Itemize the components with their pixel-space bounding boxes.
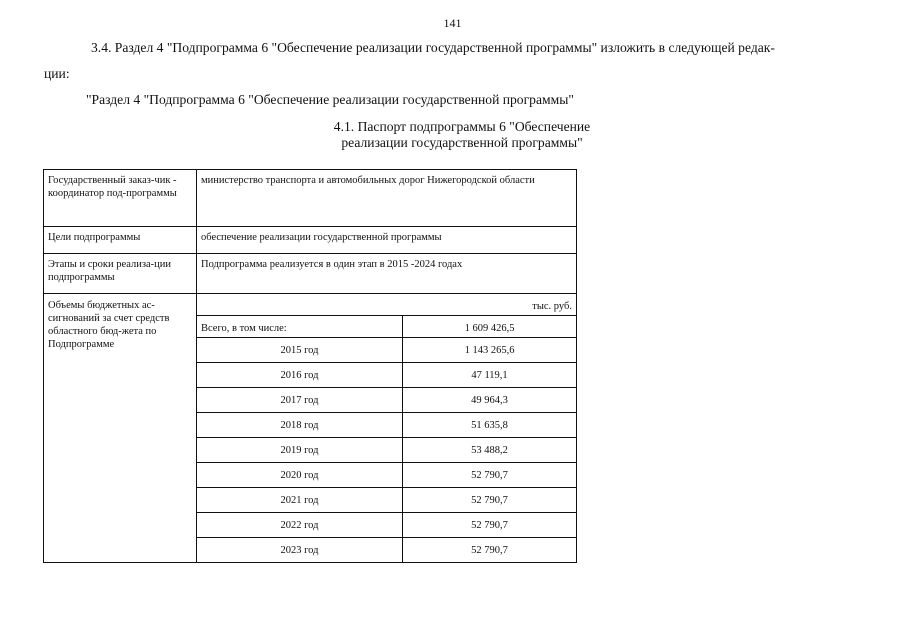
- goals-value: обеспечение реализации государственной программы: [197, 227, 577, 254]
- stages-label: Этапы и сроки реализа-ции подпрограммы: [44, 254, 197, 294]
- amount-cell: 53 488,2: [403, 438, 577, 463]
- goals-label: Цели подпрограммы: [44, 227, 197, 254]
- year-cell: 2017 год: [197, 388, 403, 413]
- amount-cell: 49 964,3: [403, 388, 577, 413]
- units-label: тыс. руб.: [197, 294, 577, 316]
- total-label: Всего, в том числе:: [197, 316, 403, 338]
- year-cell: 2021 год: [197, 488, 403, 513]
- table-row: [44, 294, 577, 316]
- year-cell: 2016 год: [197, 363, 403, 388]
- stages-value: Подпрограмма реализуется в один этап в 2015 -2024 годах: [197, 254, 577, 294]
- passport-heading-line-1: 4.1. Паспорт подпрограммы 6 "Обеспечение: [333, 119, 591, 134]
- passport-table: [43, 169, 577, 563]
- year-cell: 2022 год: [197, 513, 403, 538]
- customer-label: Государственный заказ-чик - координатор под-программы: [44, 170, 197, 227]
- table-row: [44, 170, 577, 227]
- amount-cell: 52 790,7: [403, 463, 577, 488]
- amount-cell: 1 143 265,6: [403, 338, 577, 363]
- amount-cell: 52 790,7: [403, 513, 577, 538]
- paragraph-3-4-line-2: ции:: [44, 66, 70, 81]
- paragraph-3-4-line-1: 3.4. Раздел 4 "Подпрограмма 6 "Обеспечение реализации государственной программы" изложить в следующей редак-: [91, 40, 775, 55]
- passport-heading: [312, 119, 612, 151]
- budget-label: Объемы бюджетных ас-сигнований за счет средств областного бюд-жета по Подпрограмме: [44, 294, 197, 563]
- year-cell: 2023 год: [197, 538, 403, 563]
- table-row: [44, 227, 577, 254]
- customer-value: министерство транспорта и автомобильных дорог Нижегородской области: [197, 170, 577, 227]
- table-row: [44, 254, 577, 294]
- passport-heading-line-2: реализации государственной программы": [341, 135, 583, 150]
- year-cell: 2019 год: [197, 438, 403, 463]
- amount-cell: 51 635,8: [403, 413, 577, 438]
- section-title-paragraph: "Раздел 4 "Подпрограмма 6 "Обеспечение реализации государственной программы": [86, 92, 574, 107]
- page-number: 141: [443, 16, 462, 30]
- amount-cell: 52 790,7: [403, 488, 577, 513]
- total-value: 1 609 426,5: [403, 316, 577, 338]
- year-cell: 2018 год: [197, 413, 403, 438]
- amount-cell: 52 790,7: [403, 538, 577, 563]
- year-cell: 2015 год: [197, 338, 403, 363]
- amount-cell: 47 119,1: [403, 363, 577, 388]
- year-cell: 2020 год: [197, 463, 403, 488]
